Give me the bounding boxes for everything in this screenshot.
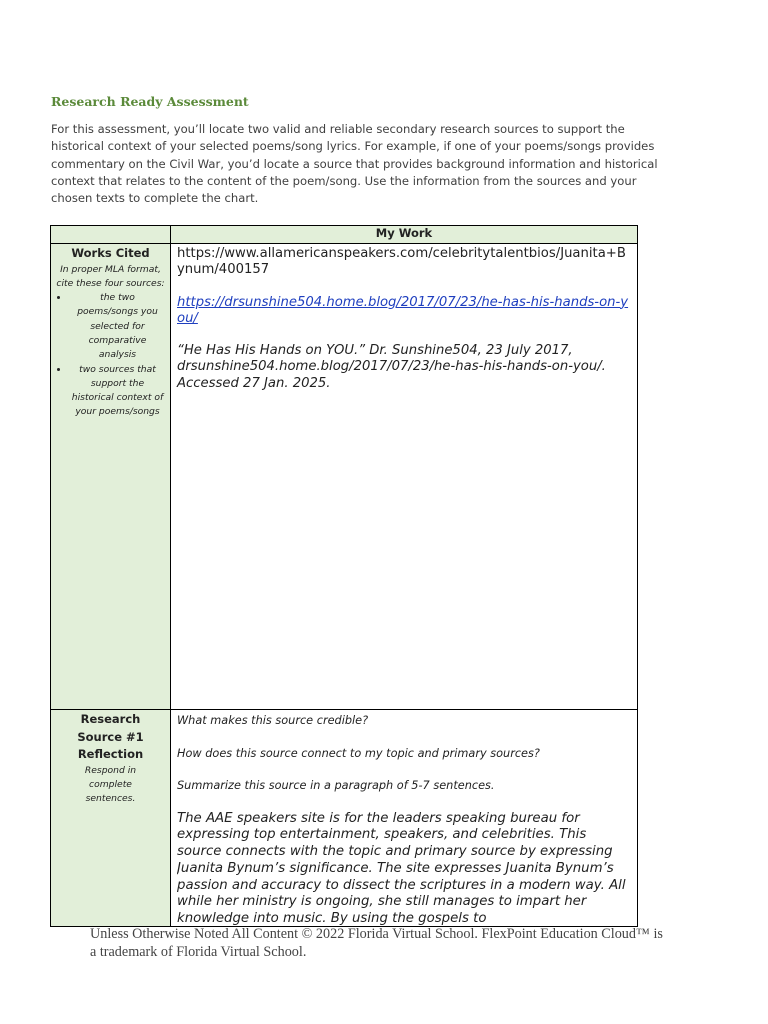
works-cited-label: Works Cited xyxy=(71,246,150,260)
mla-citation: “He Has His Hands on YOU.” Dr. Sunshine504, 23 July 2017, drsunshine504.home.blog/2017/07/23/he-has-his-hands-on-you/. Accessed 27 Jan. 2025. xyxy=(177,343,606,391)
research-source-1-content-cell[interactable] xyxy=(171,710,638,927)
table-header-row xyxy=(51,226,638,244)
page-title: Research Ready Assessment xyxy=(51,94,249,109)
research-source-1-note: Respond in complete sentences. xyxy=(84,764,137,805)
research-source-1-label xyxy=(51,710,170,764)
research-source-1-title: Research Source #1 xyxy=(77,712,144,744)
list-item: • two sources that support the historical context of your poems/songs xyxy=(69,363,166,420)
question-summarize: Summarize this source in a paragraph of 5-7 sentences. xyxy=(177,779,495,792)
works-cited-row xyxy=(51,244,638,710)
citation-url-1: https://www.allamericanspeakers.com/celebritytalentbios/Juanita+Bynum/400157 xyxy=(177,246,626,278)
intro-paragraph: For this assessment, you’ll locate two valid and reliable secondary research sources to support the historical context of your selected poems/song lyrics. For example, if one of your poems/songs provides commentary on the Civil War, you’d locate a source that provides background information and historical context that relates to the content of the poem/song. Use the information from the sources and your chosen texts to complete the chart. xyxy=(51,122,658,206)
research-source-1-label-cell xyxy=(51,710,171,927)
list-item: • the two poems/songs you selected for comparative analysis xyxy=(69,291,166,362)
footer-copyright: Unless Otherwise Noted All Content © 2022 Florida Virtual School. FlexPoint Education Cloud™ is a trademark of Florida Virtual School. xyxy=(90,926,663,960)
research-source-1-row xyxy=(51,710,638,927)
source-1-answer[interactable]: The AAE speakers site is for the leaders speaking bureau for expressing top entertainment, speakers, and celebrities. This source connects with the topic and primary source by expressing Juanita Bynum’s significance. The site expresses Juanita Bynum’s passion and accuracy to dissect the scriptures in a modern way. All while her ministry is ongoing, she still manages to impart her knowledge into music. By using the gospels to xyxy=(177,810,626,926)
question-connect: How does this source connect to my topic and primary sources? xyxy=(177,746,540,760)
works-cited-label-cell xyxy=(51,244,171,710)
header-empty-cell xyxy=(51,226,171,244)
citation-link-2[interactable]: https://drsunshine504.home.blog/2017/07/23/he-has-his-hands-on-you/ xyxy=(177,294,629,326)
works-cited-instruction: In proper MLA format, cite these four sources: xyxy=(56,263,165,289)
header-my-work: My Work xyxy=(171,226,638,244)
question-credible: What makes this source credible? xyxy=(177,714,369,727)
reflection-title: Reflection xyxy=(77,747,144,761)
works-cited-note xyxy=(51,263,170,420)
work-table xyxy=(50,225,638,927)
works-cited-bullets xyxy=(55,291,166,420)
works-cited-content-cell[interactable] xyxy=(171,244,638,710)
